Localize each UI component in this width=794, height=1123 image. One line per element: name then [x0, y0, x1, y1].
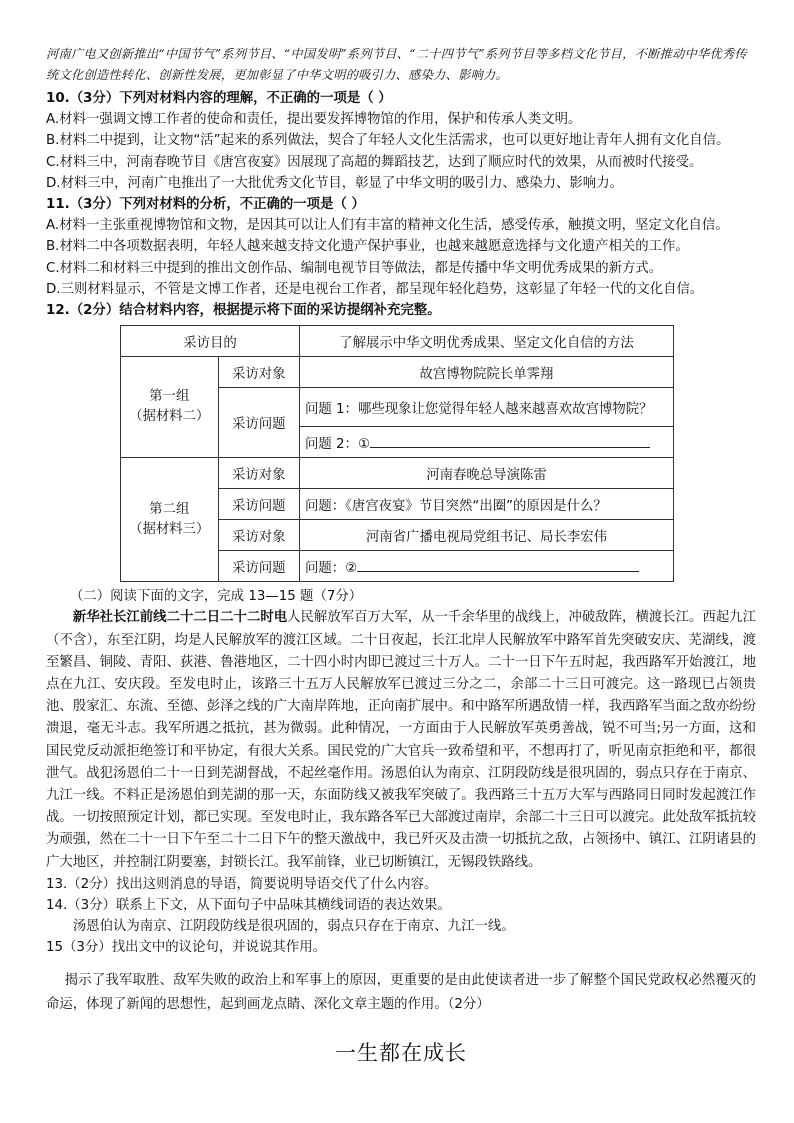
question-15: 15（3分）找出文中的议论句，并说说其作用。 — [46, 940, 326, 956]
group1-target: 故宫博物院院长单霁翔 — [300, 357, 674, 388]
group2-target-1: 河南春晚总导演陈雷 — [300, 458, 674, 489]
section-2-heading: （二）阅读下面的文字，完成 13—15 题（7分） — [70, 589, 363, 605]
question-12 — [46, 300, 756, 582]
group1-name: 第一组 — [149, 389, 190, 405]
purpose-value: 了解展示中华文明优秀成果、坚定文化自信的方法 — [300, 326, 674, 357]
group2-target-label-1: 采访对象 — [218, 458, 299, 489]
group2-question-1: 问题：《唐宫夜宴》节目突然“出圈”的原因是什么？ — [300, 489, 674, 520]
group2-question-label-2: 采访问题 — [218, 551, 299, 582]
group1-target-label: 采访对象 — [218, 357, 299, 388]
question-13: 13.（2分）找出这则消息的导语，简要说明导语交代了什么内容。 — [46, 876, 438, 892]
question-11-option-a: A.材料一主张重视博物馆和文物，是因其可以让人们有丰富的精神文化生活，感受传承，触摸文明，坚定文化自信。 — [46, 218, 729, 234]
question-10-option-b: B.材料二中提到，让文物“活”起来的系列做法，契合了年轻人文化生活需求，也可以更好地让青年人拥有文化自信。 — [46, 133, 730, 149]
interview-outline-table — [120, 325, 674, 582]
question-10-stem: 10.（3分）下列对材料内容的理解，不正确的一项是（ ） — [46, 91, 392, 106]
question-14: 14.（3分）联系上下文，从下面句子中品味其横线词语的表达效果。 — [46, 898, 451, 914]
group2-name: 第二组 — [149, 501, 190, 517]
group2-question-2: 问题：② — [305, 560, 358, 576]
question-15-answer: 揭示了我军取胜、敌军失败的政治上和军事上的原因，更重要的是由此使读者进一步了解整个国民党政权必然覆灭的命运，体现了新闻的思想性，起到画龙点睛、深化文章主题的作用。（2分） — [46, 972, 756, 1012]
group1-question-label: 采访问题 — [218, 388, 299, 458]
group1-question-2-cell — [300, 427, 674, 458]
question-11 — [46, 194, 756, 300]
question-11-option-d: D.三则材料显示，不管是文博工作者，还是电视台工作者，都呈现年轻化趋势，这彰显了年轻一代的文化自信。 — [46, 281, 704, 297]
group2-cell — [121, 458, 219, 582]
group1-question-2: 问题 2：① — [305, 436, 370, 452]
question-10 — [46, 88, 756, 194]
article-body: 人民解放军百万大军，从一千余华里的战线上，冲破敌阵，横渡长江。西起九江（不含），东至江阴，均是人民解放军的渡江区域。二十日夜起，长江北岸人民解放军中路军首先突破安庆、芜湖线，渡至繁昌、铜陵、青阳、荻港、鲁港地区，二十四小时内即已渡过三十万人。二十一日下午五时起，我西路军开始渡江，地点在九江、安庆段。至发电时止，该路三十五万人民解放军已渡过三分之二，余部二十三日可渡完。这一路现已占领贵池、殷家汇、东流、至德、彭泽之线的广大南岸阵地，正向南扩展中。和中路军所遇敌情一样，我西路军当面之敌亦纷纷溃退，毫无斗志。我军所遇之抵抗，甚为微弱。此种情况，一方面由于人民解放军英勇善战，锐不可当;另一方面，这和国民党反动派拒绝签订和平协定，有很大关系。国民党的广大官兵一致希望和平，不想再打了，听见南京拒绝和平，都很泄气。战犯汤恩伯二十一日到芜湖督战，不起丝毫作用。汤恩伯认为南京、江阴段防线是很巩固的，弱点只存在于南京、九江一线。不料正是汤恩伯到芜湖的那一天，东面防线又被我军突破了。我西路三十五万大军与西路同日同时发起渡江作战。一切按照预定计划，都已实现。至发电时止，我东路各军已大部渡过南岸，余部二十三日可以渡完。此处敌军抵抗较为顽强，然在二十一日下午至二十二日下午的整天激战中，我已歼灭及击溃一切抵抗之敌，占领扬中、镇江、江阴诸县的广大地区，并控制江阴要塞，封锁长江。我军前锋，业已切断镇江，无锡段铁路线。 — [46, 610, 757, 870]
question-14-sentence: 汤恩伯认为南京、江阴段防线是很巩固的，弱点只存在于南京、九江一线。 — [72, 919, 515, 935]
question-10-option-c: C.材料三中，河南春晚节目《唐宫夜宴》因展现了高超的舞蹈技艺，达到了顺应时代的效果，从而被时代接受。 — [46, 154, 703, 170]
material-intro: 河南广电又创新推出“中国节气”系列节目、“中国发明”系列节目、“二十四节气”系列节目等多档文化节目，不断推动中华优秀传统文化创造性转化、创新性发展，更加彰显了中华文明的吸引力、感染力、影响力。 — [46, 47, 748, 82]
news-article — [46, 607, 756, 873]
group2-question-2-cell — [300, 551, 674, 582]
group2-question-label-1: 采访问题 — [218, 489, 299, 520]
purpose-label: 采访目的 — [121, 326, 300, 357]
question-11-stem: 11.（3分）下列对材料的分析，不正确的一项是（ ） — [46, 197, 365, 213]
answer-blank-2[interactable] — [357, 559, 639, 572]
group1-source: （据材料二） — [129, 409, 210, 425]
question-10-option-d: D.材料三中，河南广电推出了一大批优秀文化节目，彰显了中华文明的吸引力、感染力、影响力。 — [46, 175, 623, 191]
question-12-stem: 12.（2分）结合材料内容，根据提示将下面的采访提纲补充完整。 — [46, 303, 441, 319]
question-11-option-c: C.材料二和材料三中提到的推出文创作品、编制电视节目等做法，都是传播中华文明优秀成果的新方式。 — [46, 260, 663, 276]
next-article-title: 一生都在成长 — [335, 1040, 467, 1065]
group2-target-2: 河南省广播电视局党组书记、局长李宏伟 — [300, 520, 674, 551]
group2-source: （据材料三） — [129, 521, 210, 537]
question-11-option-b: B.材料二中各项数据表明，年轻人越来越支持文化遗产保护事业，也越来越愿意选择与文化遗产相关的工作。 — [46, 239, 689, 255]
article-lead: 新华社长江前线二十二日二十二时电 — [72, 610, 288, 626]
answer-blank-1[interactable] — [370, 435, 650, 448]
question-10-option-a: A.材料一强调文博工作者的使命和责任，提出要发挥博物馆的作用，保护和传承人类文明。 — [46, 112, 582, 128]
group2-target-label-2: 采访对象 — [218, 520, 299, 551]
group1-question-1: 问题 1：哪些现象让您觉得年轻人越来越喜欢故宫博物院？ — [300, 388, 674, 427]
group1-cell — [121, 357, 219, 458]
exam-page — [46, 44, 756, 1067]
